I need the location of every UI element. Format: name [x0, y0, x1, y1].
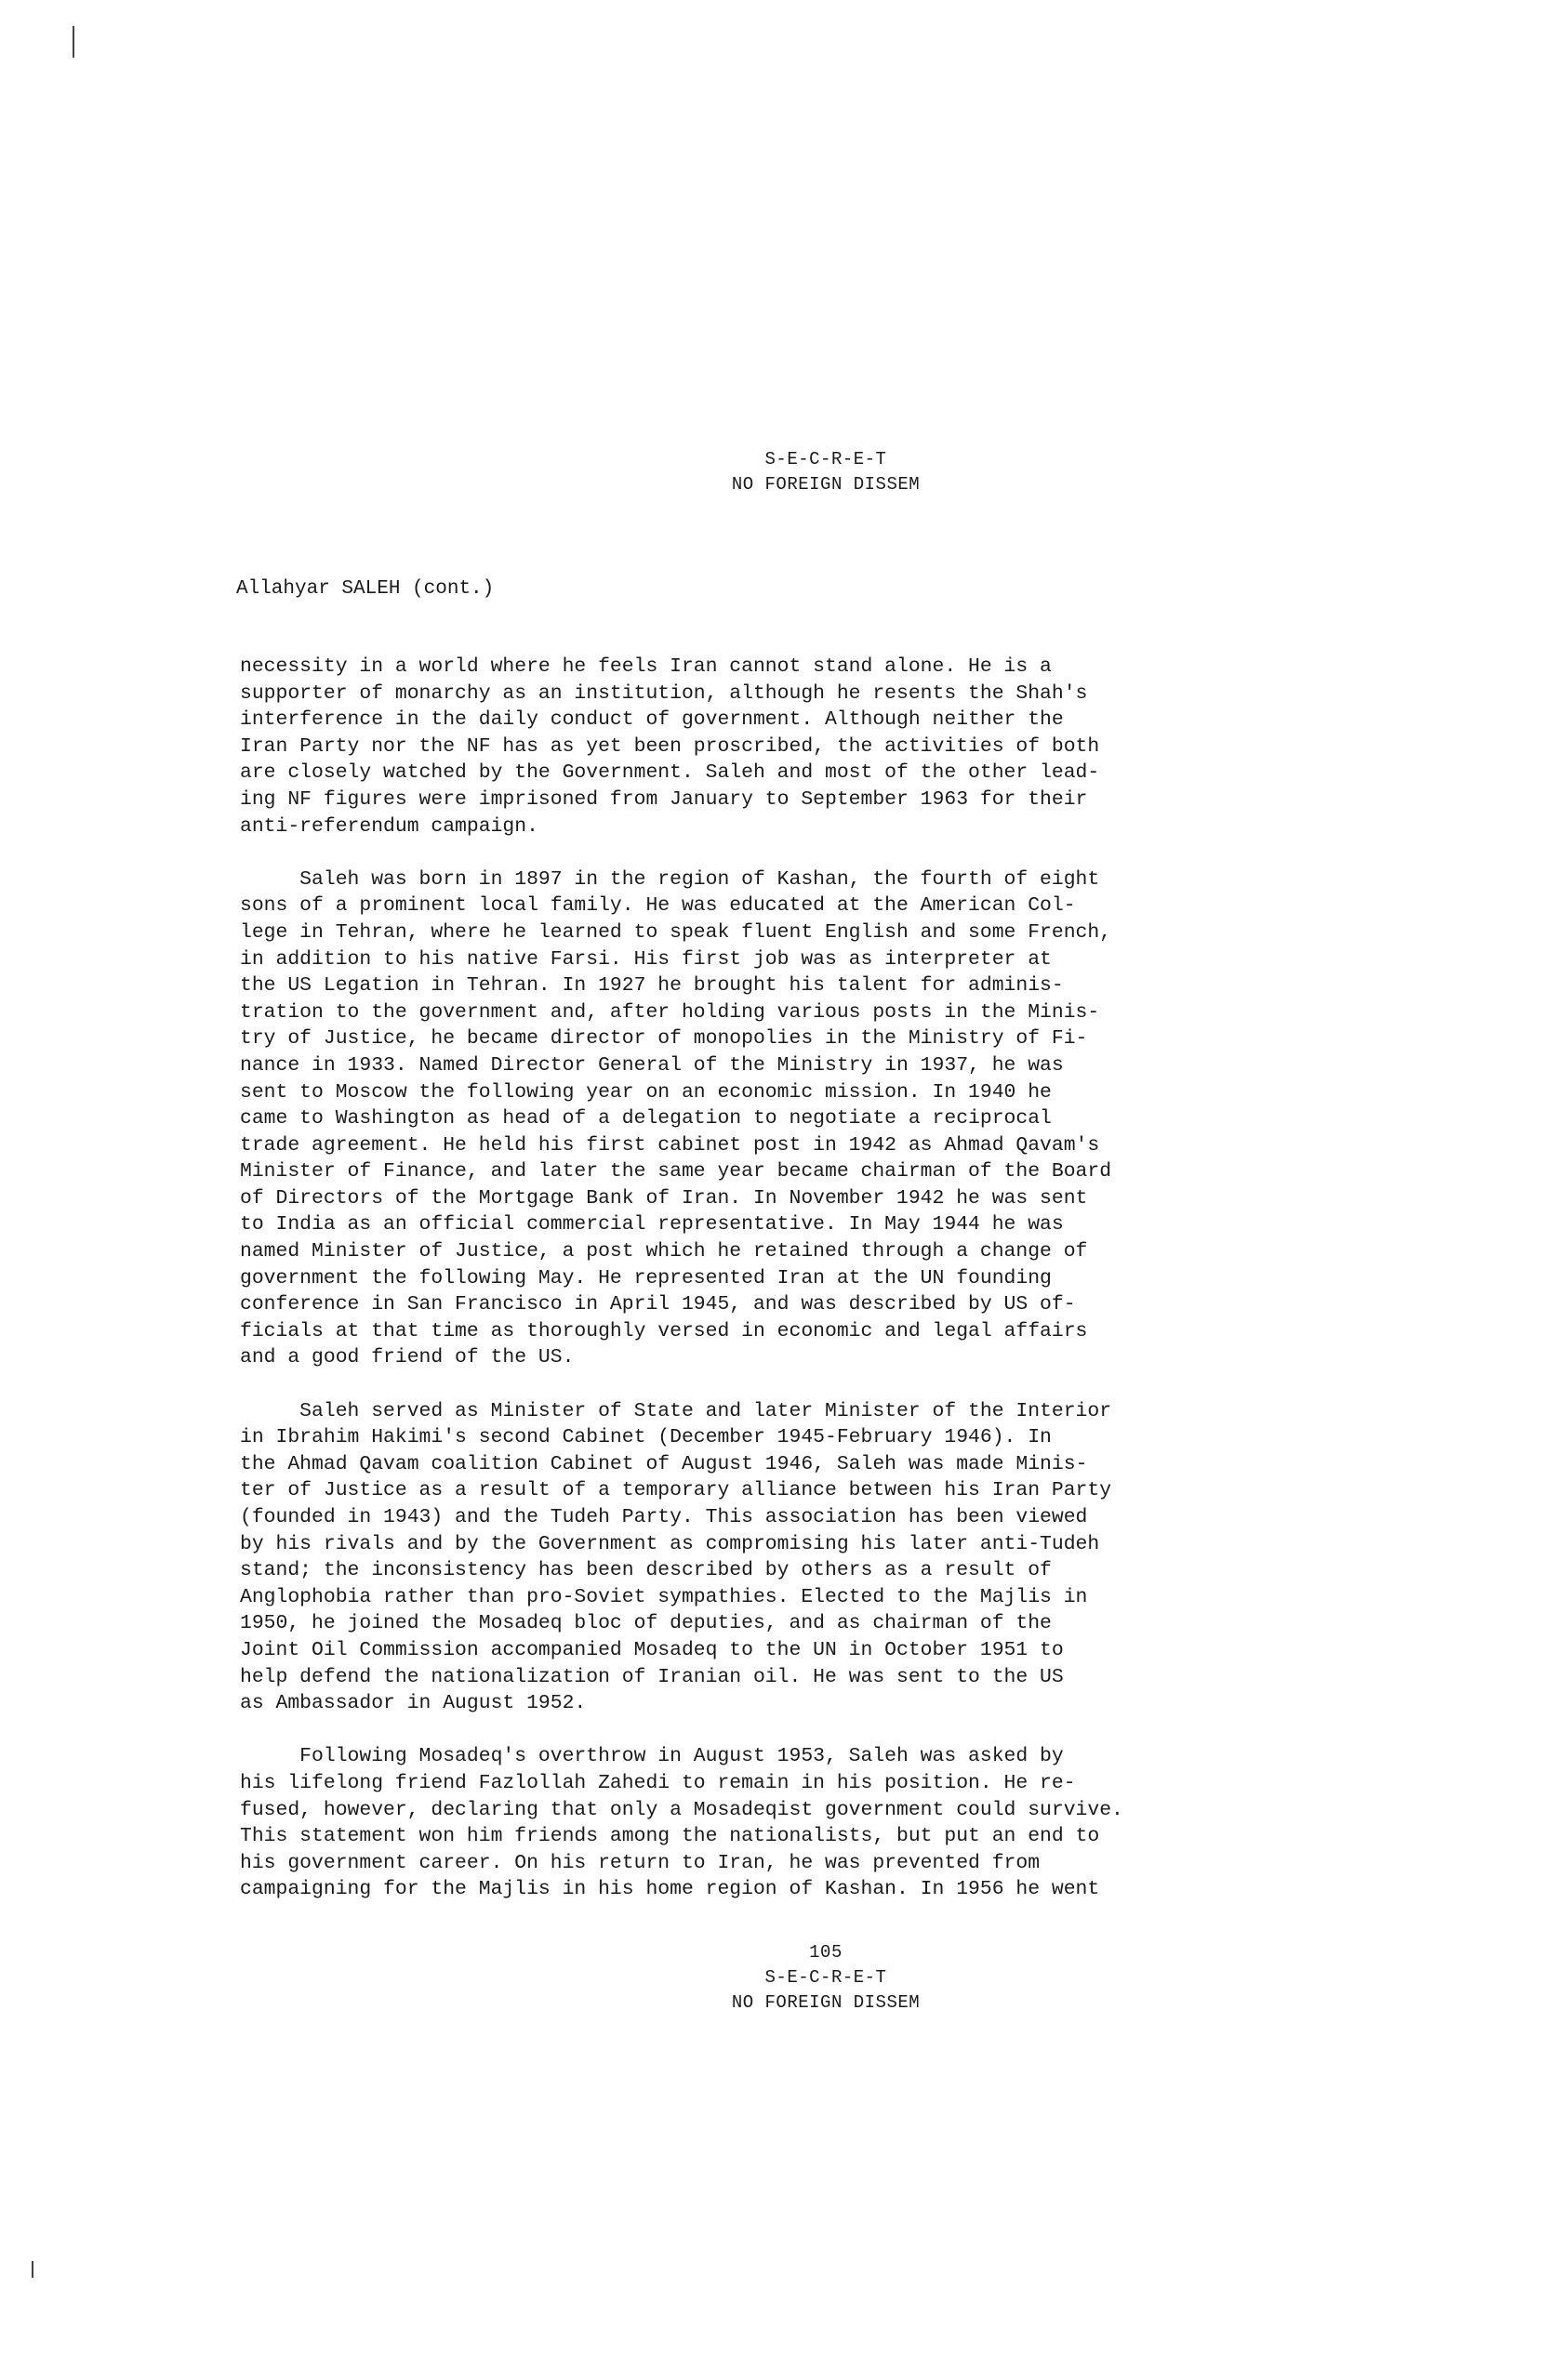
- text-line: trade agreement. He held his first cabinet post in 1942 as Ahmad Qavam's: [240, 1133, 1100, 1157]
- paragraph: [240, 1743, 1226, 1903]
- text-line: campaigning for the Majlis in his home region of Kashan. In 1956 he went: [240, 1878, 1100, 1901]
- text-line: government the following May. He represented Iran at the UN founding: [240, 1266, 1052, 1289]
- page-footer: [0, 1940, 1566, 2016]
- text-line: stand; the inconsistency has been described by others as a result of: [240, 1559, 1052, 1582]
- text-line: ing NF figures were imprisoned from January to September 1963 for their: [240, 787, 1088, 811]
- text-line: lege in Tehran, where he learned to speak fluent English and some French,: [240, 920, 1112, 944]
- text-line: Minister of Finance, and later the same year became chairman of the Board: [240, 1160, 1112, 1183]
- text-line: Joint Oil Commission accompanied Mosadeq to the UN in October 1951 to: [240, 1638, 1064, 1661]
- text-line: to India as an official commercial representative. In May 1944 he was: [240, 1213, 1064, 1236]
- text-line: Iran Party nor the NF has as yet been proscribed, the activities of both: [240, 734, 1100, 758]
- paragraph: [240, 654, 1226, 840]
- scan-edge-mark-top: [73, 26, 74, 58]
- text-line: his lifelong friend Fazlollah Zahedi to remain in his position. He re-: [240, 1771, 1076, 1794]
- text-line: of Directors of the Mortgage Bank of Iran. In November 1942 he was sent: [240, 1186, 1088, 1210]
- page-number: 105: [809, 1942, 843, 1963]
- text-line: named Minister of Justice, a post which he retained through a change of: [240, 1240, 1088, 1263]
- footer-classification: S-E-C-R-E-T: [764, 1967, 887, 1988]
- scan-edge-mark-bottom: [32, 2261, 33, 2278]
- page-header: [0, 447, 1566, 497]
- text-line: interference in the daily conduct of government. Although neither the: [240, 708, 1064, 732]
- text-line: ter of Justice as a result of a temporary alliance between his Iran Party: [240, 1479, 1112, 1502]
- text-line: necessity in a world where he feels Iran cannot stand alone. He is a: [240, 655, 1052, 678]
- text-line: as Ambassador in August 1952.: [240, 1692, 587, 1715]
- text-line: Saleh served as Minister of State and later Minister of the Interior: [240, 1399, 1112, 1422]
- text-line: sons of a prominent local family. He was educated at the American Col-: [240, 894, 1076, 918]
- text-line: try of Justice, he became director of monopolies in the Ministry of Fi-: [240, 1027, 1088, 1051]
- text-line: Anglophobia rather than pro-Soviet sympathies. Elected to the Majlis in: [240, 1585, 1088, 1608]
- text-line: conference in San Francisco in April 1945, and was described by US of-: [240, 1293, 1076, 1316]
- text-line: his government career. On his return to Iran, he was prevented from: [240, 1851, 1041, 1874]
- text-line: anti-referendum campaign.: [240, 814, 538, 838]
- text-line: are closely watched by the Government. Saleh and most of the other lead-: [240, 761, 1100, 785]
- header-dissem: NO FOREIGN DISSEM: [731, 474, 921, 495]
- text-line: and a good friend of the US.: [240, 1346, 575, 1369]
- text-line: fused, however, declaring that only a Mosadeqist government could survive.: [240, 1798, 1123, 1821]
- text-line: help defend the nationalization of Iranian oil. He was sent to the US: [240, 1665, 1064, 1688]
- text-line: This statement won him friends among the nationalists, but put an end to: [240, 1825, 1100, 1848]
- footer-dissem: NO FOREIGN DISSEM: [731, 1992, 921, 2013]
- text-line: (founded in 1943) and the Tudeh Party. This association has been viewed: [240, 1506, 1088, 1528]
- text-line: supporter of monarchy as an institution, although he resents the Shah's: [240, 681, 1088, 705]
- body-text: [240, 654, 1226, 1903]
- paragraph: [240, 866, 1226, 1371]
- paragraph: [240, 1398, 1226, 1717]
- text-line: by his rivals and by the Government as compromising his later anti-Tudeh: [240, 1532, 1100, 1555]
- text-line: came to Washington as head of a delegation to negotiate a reciprocal: [240, 1107, 1052, 1130]
- text-line: Following Mosadeq's overthrow in August 1953, Saleh was asked by: [240, 1745, 1064, 1768]
- header-classification: S-E-C-R-E-T: [764, 449, 887, 469]
- text-line: in Ibrahim Hakimi's second Cabinet (December 1945-February 1946). In: [240, 1426, 1052, 1449]
- subject-line: Allahyar SALEH (cont.): [236, 578, 495, 600]
- text-line: nance in 1933. Named Director General of the Ministry in 1937, he was: [240, 1053, 1064, 1077]
- text-line: the Ahmad Qavam coalition Cabinet of August 1946, Saleh was made Minis-: [240, 1452, 1088, 1475]
- text-line: sent to Moscow the following year on an economic mission. In 1940 he: [240, 1080, 1052, 1104]
- text-line: ficials at that time as thoroughly versed in economic and legal affairs: [240, 1319, 1088, 1342]
- text-line: the US Legation in Tehran. In 1927 he brought his talent for adminis-: [240, 974, 1064, 998]
- text-line: in addition to his native Farsi. His first job was as interpreter at: [240, 947, 1052, 971]
- text-line: tration to the government and, after holding various posts in the Minis-: [240, 1000, 1100, 1024]
- text-line: Saleh was born in 1897 in the region of Kashan, the fourth of eight: [240, 867, 1100, 891]
- text-line: 1950, he joined the Mosadeq bloc of deputies, and as chairman of the: [240, 1612, 1052, 1635]
